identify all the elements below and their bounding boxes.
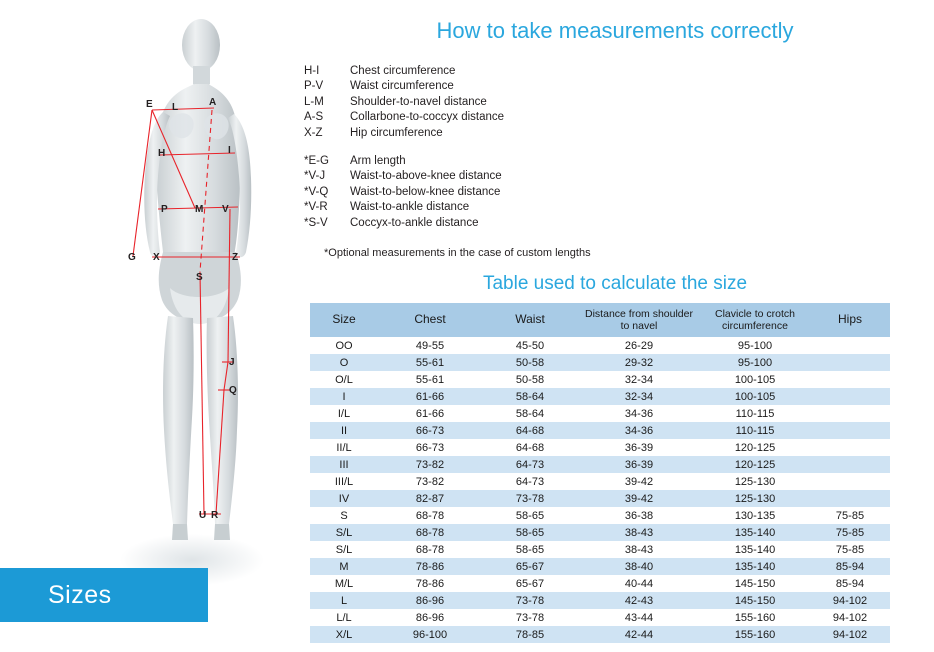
- table-cell: 120-125: [700, 439, 810, 456]
- table-cell: 96-100: [378, 626, 482, 643]
- table-cell: 42-44: [578, 626, 700, 643]
- table-cell: [810, 371, 890, 388]
- table-cell: 50-58: [482, 354, 578, 371]
- legend-item: [304, 64, 934, 79]
- legend-desc: Coccyx-to-ankle distance: [350, 216, 479, 229]
- point-label-E: E: [146, 99, 153, 110]
- mannequin-figure-panel: [0, 0, 300, 652]
- table-row: [310, 371, 890, 388]
- table-cell: 64-68: [482, 439, 578, 456]
- table-cell: 135-140: [700, 558, 810, 575]
- table-cell: 68-78: [378, 524, 482, 541]
- table-cell: 78-85: [482, 626, 578, 643]
- legend-desc: Shoulder-to-navel distance: [350, 95, 487, 108]
- content-panel: [296, 0, 934, 652]
- table-cell: 58-65: [482, 507, 578, 524]
- table-cell: 75-85: [810, 541, 890, 558]
- table-cell: 58-65: [482, 524, 578, 541]
- table-cell: 135-140: [700, 524, 810, 541]
- table-cell: 68-78: [378, 541, 482, 558]
- mannequin-right-foot: [214, 524, 230, 540]
- col-header-clavicle-to-crotch: Clavicle to crotch circumference: [700, 303, 810, 337]
- table-cell: 125-130: [700, 490, 810, 507]
- table-cell: 100-105: [700, 371, 810, 388]
- table-cell: [810, 456, 890, 473]
- table-cell: M/L: [310, 575, 378, 592]
- table-cell: III/L: [310, 473, 378, 490]
- legend-desc: Waist-to-ankle distance: [350, 201, 470, 214]
- mannequin-left-leg: [163, 316, 194, 530]
- legend-desc: Hip circumference: [350, 126, 443, 139]
- table-cell: 66-73: [378, 422, 482, 439]
- table-cell: 40-44: [578, 575, 700, 592]
- sizes-banner: [0, 568, 208, 622]
- legend-note: *Optional measurements in the case of custom lengths: [324, 247, 591, 260]
- table-row: [310, 626, 890, 643]
- table-row: [310, 609, 890, 626]
- table-cell: 86-96: [378, 609, 482, 626]
- legend-code: *V-R: [304, 201, 328, 214]
- point-label-G: G: [128, 252, 136, 263]
- mannequin-neck: [193, 66, 210, 87]
- table-cell: 73-82: [378, 456, 482, 473]
- table-cell: 94-102: [810, 592, 890, 609]
- table-cell: 36-39: [578, 439, 700, 456]
- table-cell: 39-42: [578, 490, 700, 507]
- mannequin-diagram: [0, 0, 300, 652]
- table-row: [310, 541, 890, 558]
- table-cell: 55-61: [378, 371, 482, 388]
- col-header-chest: Chest: [378, 303, 482, 337]
- size-table: [310, 303, 890, 643]
- table-cell: [810, 490, 890, 507]
- point-label-S: S: [196, 272, 203, 283]
- size-table-body: [310, 337, 890, 643]
- table-cell: 50-58: [482, 371, 578, 388]
- point-label-R: R: [211, 510, 219, 521]
- table-cell: 38-43: [578, 541, 700, 558]
- table-cell: 32-34: [578, 371, 700, 388]
- legend-item: [304, 216, 934, 231]
- page-title: How to take measurements correctly: [436, 18, 794, 43]
- table-cell: [810, 439, 890, 456]
- point-label-M: M: [195, 204, 204, 215]
- table-row: [310, 473, 890, 490]
- table-cell: 85-94: [810, 575, 890, 592]
- col-header-shoulder-to-navel: Distance from shoulder to navel: [578, 303, 700, 337]
- legend-item: [304, 126, 934, 141]
- table-cell: I: [310, 388, 378, 405]
- point-label-L: L: [172, 102, 179, 113]
- legend-code: X-Z: [304, 126, 323, 139]
- table-row: [310, 337, 890, 354]
- table-row: [310, 456, 890, 473]
- table-cell: 82-87: [378, 490, 482, 507]
- legend-code: *V-Q: [304, 185, 329, 198]
- table-cell: 86-96: [378, 592, 482, 609]
- legend-item: [304, 154, 934, 169]
- table-cell: 58-65: [482, 541, 578, 558]
- mannequin-torso: [156, 84, 240, 278]
- mannequin-left-foot: [172, 524, 188, 540]
- table-cell: 43-44: [578, 609, 700, 626]
- legend-desc: Waist circumference: [350, 80, 454, 93]
- table-row: [310, 524, 890, 541]
- table-cell: X/L: [310, 626, 378, 643]
- table-cell: 95-100: [700, 337, 810, 354]
- legend-spacer: [304, 141, 934, 154]
- table-cell: 73-78: [482, 609, 578, 626]
- table-cell: 94-102: [810, 609, 890, 626]
- table-cell: 64-68: [482, 422, 578, 439]
- legend-item: [304, 110, 934, 125]
- table-cell: I/L: [310, 405, 378, 422]
- table-cell: 36-39: [578, 456, 700, 473]
- table-cell: 39-42: [578, 473, 700, 490]
- point-label-A: A: [209, 97, 217, 108]
- table-row: [310, 422, 890, 439]
- table-cell: 38-43: [578, 524, 700, 541]
- table-row: [310, 592, 890, 609]
- table-cell: 78-86: [378, 575, 482, 592]
- table-cell: 120-125: [700, 456, 810, 473]
- mannequin-head: [182, 19, 220, 71]
- legend-item: [304, 169, 934, 184]
- table-cell: 65-67: [482, 558, 578, 575]
- col-header-size: Size: [310, 303, 378, 337]
- table-cell: 61-66: [378, 405, 482, 422]
- point-label-J: J: [229, 357, 235, 368]
- table-cell: 32-34: [578, 388, 700, 405]
- table-row: [310, 507, 890, 524]
- table-cell: S/L: [310, 524, 378, 541]
- table-cell: L: [310, 592, 378, 609]
- legend-code: *S-V: [304, 216, 328, 229]
- table-cell: 135-140: [700, 541, 810, 558]
- table-cell: 45-50: [482, 337, 578, 354]
- legend-code: H-I: [304, 65, 320, 77]
- table-cell: 130-135: [700, 507, 810, 524]
- table-cell: 155-160: [700, 626, 810, 643]
- table-cell: 73-78: [482, 592, 578, 609]
- table-cell: L/L: [310, 609, 378, 626]
- table-cell: S: [310, 507, 378, 524]
- table-cell: 66-73: [378, 439, 482, 456]
- table-cell: 100-105: [700, 388, 810, 405]
- legend-desc: Arm length: [350, 155, 406, 168]
- table-cell: [810, 354, 890, 371]
- legend-desc: Collarbone-to-coccyx distance: [350, 111, 505, 124]
- table-cell: 85-94: [810, 558, 890, 575]
- table-cell: 38-40: [578, 558, 700, 575]
- table-cell: 125-130: [700, 473, 810, 490]
- table-cell: 58-64: [482, 405, 578, 422]
- point-label-X: X: [153, 252, 160, 263]
- table-cell: 94-102: [810, 626, 890, 643]
- table-row: [310, 575, 890, 592]
- legend-item: [304, 185, 934, 200]
- table-cell: II: [310, 422, 378, 439]
- legend-code: A-S: [304, 111, 324, 124]
- table-cell: M: [310, 558, 378, 575]
- table-cell: 36-38: [578, 507, 700, 524]
- point-label-U: U: [199, 510, 207, 521]
- col-header-waist: Waist: [482, 303, 578, 337]
- table-cell: II/L: [310, 439, 378, 456]
- legend-code: P-V: [304, 80, 324, 93]
- col-header-hips: Hips: [810, 303, 890, 337]
- table-row: [310, 388, 890, 405]
- table-cell: 58-64: [482, 388, 578, 405]
- table-row: [310, 405, 890, 422]
- table-cell: O/L: [310, 371, 378, 388]
- legend-code: L-M: [304, 95, 324, 108]
- table-cell: 61-66: [378, 388, 482, 405]
- legend-item: [304, 79, 934, 94]
- legend-item: [304, 200, 934, 215]
- table-cell: 78-86: [378, 558, 482, 575]
- table-cell: 145-150: [700, 592, 810, 609]
- table-cell: [810, 422, 890, 439]
- table-cell: [810, 388, 890, 405]
- table-cell: 29-32: [578, 354, 700, 371]
- table-cell: III: [310, 456, 378, 473]
- table-cell: 55-61: [378, 354, 482, 371]
- legend-code: *E-G: [304, 155, 329, 168]
- table-header-row: [310, 303, 890, 337]
- table-row: [310, 490, 890, 507]
- table-cell: 75-85: [810, 524, 890, 541]
- table-cell: [810, 405, 890, 422]
- table-row: [310, 439, 890, 456]
- size-table-head: [310, 303, 890, 337]
- measurement-legend: [296, 64, 934, 259]
- table-cell: 65-67: [482, 575, 578, 592]
- table-cell: 34-36: [578, 422, 700, 439]
- table-cell: OO: [310, 337, 378, 354]
- table-cell: 42-43: [578, 592, 700, 609]
- table-cell: 73-82: [378, 473, 482, 490]
- legend-desc: Chest circumference: [350, 65, 456, 77]
- table-cell: [810, 473, 890, 490]
- table-cell: 68-78: [378, 507, 482, 524]
- table-cell: 95-100: [700, 354, 810, 371]
- table-cell: 26-29: [578, 337, 700, 354]
- legend-code: *V-J: [304, 170, 326, 183]
- table-cell: S/L: [310, 541, 378, 558]
- point-label-Z: Z: [232, 252, 239, 263]
- table-cell: 64-73: [482, 473, 578, 490]
- table-row: [310, 354, 890, 371]
- table-cell: 145-150: [700, 575, 810, 592]
- point-label-I: I: [228, 145, 231, 156]
- table-cell: 73-78: [482, 490, 578, 507]
- table-cell: 110-115: [700, 422, 810, 439]
- table-cell: 75-85: [810, 507, 890, 524]
- table-cell: 49-55: [378, 337, 482, 354]
- table-row: [310, 558, 890, 575]
- table-cell: O: [310, 354, 378, 371]
- legend-desc: Waist-to-below-knee distance: [350, 185, 501, 198]
- table-cell: [810, 337, 890, 354]
- sizes-banner-label: Sizes: [48, 580, 112, 609]
- legend-desc: Waist-to-above-knee distance: [350, 170, 502, 183]
- table-cell: 64-73: [482, 456, 578, 473]
- table-cell: 155-160: [700, 609, 810, 626]
- table-title: Table used to calculate the size: [482, 273, 748, 295]
- table-cell: 110-115: [700, 405, 810, 422]
- point-label-Q: Q: [229, 385, 237, 396]
- table-cell: 34-36: [578, 405, 700, 422]
- point-label-P: P: [161, 204, 168, 215]
- legend-item: [304, 95, 934, 110]
- table-cell: IV: [310, 490, 378, 507]
- point-label-H: H: [158, 148, 166, 159]
- point-label-V: V: [222, 204, 229, 215]
